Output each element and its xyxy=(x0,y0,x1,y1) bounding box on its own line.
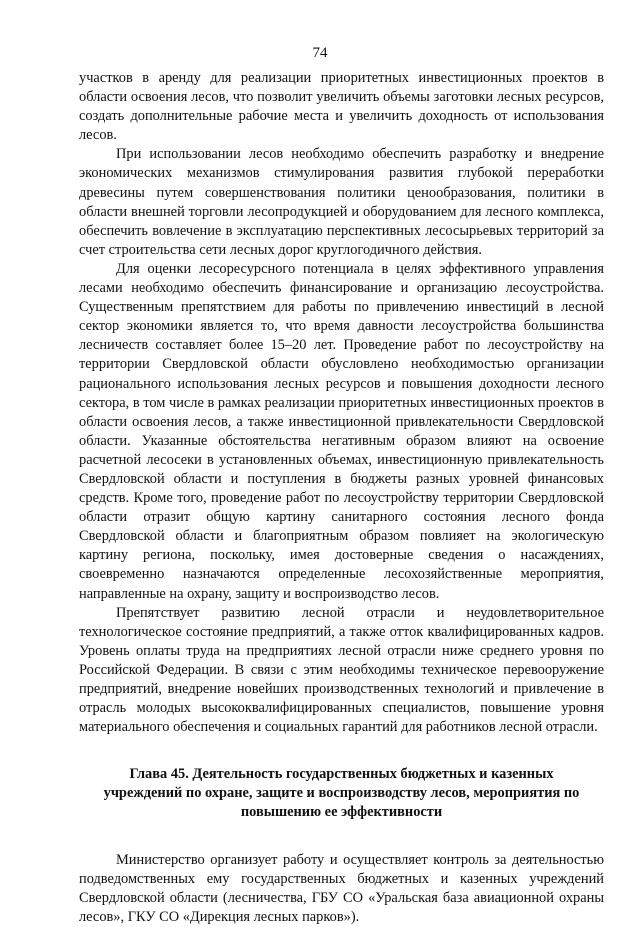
page-number: 74 xyxy=(312,45,328,61)
chapter-heading: Глава 45. Деятельность государственных бюджетных и казенных учреждений по охране, защите и воспроизводству лесов, мероприятия по повышению ее эффективности xyxy=(103,766,580,821)
paragraph-forest-inventory: Для оценки лесоресурсного потенциала в целях эффективного управления лесами необходимо обеспечить финансирование и организацию лесоустройства. Существенным препятствием для работы по привлечению инвестиций в лесной сектор экономики является то, что время давности лесоустройства большинства лесничеств составляет более 15–20 лет. Проведение работ по лесоустройству на территории Свердловской области обусловлено необходимостью организации рационального использования лесных ресурсов и повышения доходности лесного сектора, в том числе в рамках реализации приоритетных инвестиционных проектов в области освоения лесов, а также инвестиционной привлекательности Свердловской области. Указанные обстоятельства негативным образом влияют на освоение расчетной лесосеки в установленных объемах, инвестиционную привлекательность Свердловской области и поступления в бюджеты разных уровней финансовых средств. Кроме того, проведение работ по лесоустройству территории Свердловской области отразит общую картину санитарного состояния лесного фонда Свердловской области и благоприятным образом повлияет на экологическую картину региона, поскольку, имея достоверные сведения о насаждениях, своевременно назначаются определенные лесохозяйственные мероприятия, направленные на охрану, защиту и воспроизводство лесов. xyxy=(79,260,604,602)
page-content xyxy=(79,69,604,927)
paragraph-continuation: участков в аренду для реализации приоритетных инвестиционных проектов в области освоения лесов, что позволит увеличить объемы заготовки лесных ресурсов, создать дополнительные рабочие места и увеличить доходность от использования лесов. xyxy=(79,70,604,144)
paragraph-forest-use: При использовании лесов необходимо обеспечить разработку и внедрение экономических механизмов стимулирования развития глубокой переработки древесины путем совершенствования политики ценообразования, политики в области внешней торговли лесопродукцией и оборудованием для лесного комплекса, обеспечить вовлечение в эксплуатацию перспективных лесосырьевых территорий за счет строительства сети лесных дорог круглогодичного действия. xyxy=(79,146,604,258)
paragraph-ministry: Министерство организует работу и осуществляет контроль за деятельностью подведомственных ему государственных бюджетных и казенных учреждений Свердловской области (лесничества, ГБУ СО «Уральская база авиационной охраны лесов», ГКУ СО «Дирекция лесных парков»). xyxy=(79,851,604,925)
paragraph-industry-obstacles: Препятствует развитию лесной отрасли и неудовлетворительное технологическое состояние предприятий, а также отток квалифицированных кадров. Уровень оплаты труда на предприятиях лесной отрасли ниже среднего уровня по Российской Федерации. В связи с этим необходимы техническое перевооружение предприятий, внедрение новейших производственных технологий и привлечение в отрасль молодых высококвалифицированных специалистов, повышение уровня материального обеспечения и социальных гарантий для работников лесной отрасли. xyxy=(79,604,604,736)
